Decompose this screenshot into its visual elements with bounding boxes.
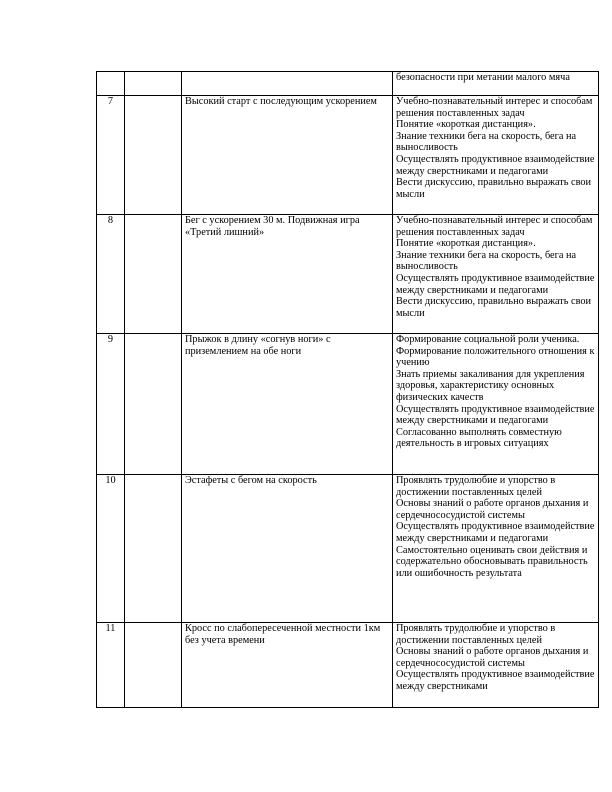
requirement-item: Основы знаний о работе органов дыхания и сердечнососудистой системы: [396, 498, 589, 521]
requirements-cell: [393, 334, 599, 475]
lesson-plan-table: [96, 71, 599, 708]
empty-cell: [125, 334, 182, 475]
requirement-item: Формирование социальной роли ученика.: [396, 334, 580, 345]
requirement-item: Понятие «короткая дистанция».: [396, 119, 536, 131]
requirement-item: Вести дискуссию, правильно выражать свои мысли: [396, 177, 592, 200]
requirements-cell: [393, 215, 599, 334]
lesson-topic-cell: Высокий старт с последующим ускорением: [182, 96, 393, 215]
empty-cell: [125, 623, 182, 708]
requirement-item: Осуществлять продуктивное взаимодействие между сверстниками и педагогами: [396, 153, 595, 177]
requirements-cell: [393, 96, 599, 215]
empty-cell: [125, 215, 182, 334]
lesson-topic-cell: Прыжок в длину «согнув ноги» с приземлением на обе ноги: [182, 334, 393, 475]
requirement-item: Осуществлять продуктивное взаимодействие между сверстниками и педагогами: [396, 403, 595, 427]
lesson-number-cell: [97, 72, 125, 96]
requirement-item: Проявлять трудолюбие и упорство в достижении поставленных целей: [396, 475, 556, 498]
requirement-item: Самостоятельно оценивать свои действия и содержательно обосновывать правильность или ошибочность результата: [396, 544, 588, 579]
requirement-item: Согласованно выполнять совместную деятельность в игровых ситуациях: [396, 426, 562, 450]
lesson-topic-cell: [182, 72, 393, 96]
requirement-item: Понятие «короткая дистанция».: [396, 238, 536, 250]
lesson-number-cell: 10: [97, 475, 125, 623]
requirements-cell: [393, 475, 599, 623]
requirement-item: Знать приемы закаливания для укрепления здоровья, характеристику основных физических качеств: [396, 368, 585, 403]
empty-cell: [125, 72, 182, 96]
requirement-item: Основы знаний о работе органов дыхания и сердечнососудистой системы: [396, 646, 589, 669]
lesson-number-cell: 9: [97, 334, 125, 475]
table-body: [97, 72, 599, 708]
requirement-item: Формирование положительного отношения к учению: [396, 345, 595, 369]
lesson-topic-cell: Бег с ускорением 30 м. Подвижная игра «Третий лишний»: [182, 215, 393, 334]
requirements-cell: [393, 623, 599, 708]
requirement-item: Знание техники бега на скорость, бега на выносливость: [396, 130, 577, 154]
lesson-number-cell: 11: [97, 623, 125, 708]
requirement-item: Вести дискуссию, правильно выражать свои мысли: [396, 296, 592, 319]
table-row: [97, 215, 599, 334]
requirement-item: Осуществлять продуктивное взаимодействие между сверстниками: [396, 669, 595, 692]
lesson-topic-cell: Эстафеты с бегом на скорость: [182, 475, 393, 623]
requirement-item: Учебно-познавательный интерес и способам решения поставленных задач: [396, 215, 593, 238]
table-row: [97, 334, 599, 475]
requirement-item: Осуществлять продуктивное взаимодействие между сверстниками и педагогами: [396, 521, 595, 544]
requirement-item: Осуществлять продуктивное взаимодействие между сверстниками и педагогами: [396, 272, 595, 296]
empty-cell: [125, 475, 182, 623]
empty-cell: [125, 96, 182, 215]
table-row: [97, 96, 599, 215]
requirement-item: Проявлять трудолюбие и упорство в достижении поставленных целей: [396, 623, 556, 646]
table-row: [97, 72, 599, 96]
lesson-topic-cell: Кросс по слабопересеченной местности 1км без учета времени: [182, 623, 393, 708]
table-row: [97, 623, 599, 708]
table-row: [97, 475, 599, 623]
requirement-item: безопасности при метании малого мяча: [396, 72, 570, 83]
requirement-item: Учебно-познавательный интерес и способам решения поставленных задач: [396, 96, 593, 119]
requirements-cell: [393, 72, 599, 96]
lesson-number-cell: 8: [97, 215, 125, 334]
requirement-item: Знание техники бега на скорость, бега на выносливость: [396, 249, 577, 273]
lesson-number-cell: 7: [97, 96, 125, 215]
